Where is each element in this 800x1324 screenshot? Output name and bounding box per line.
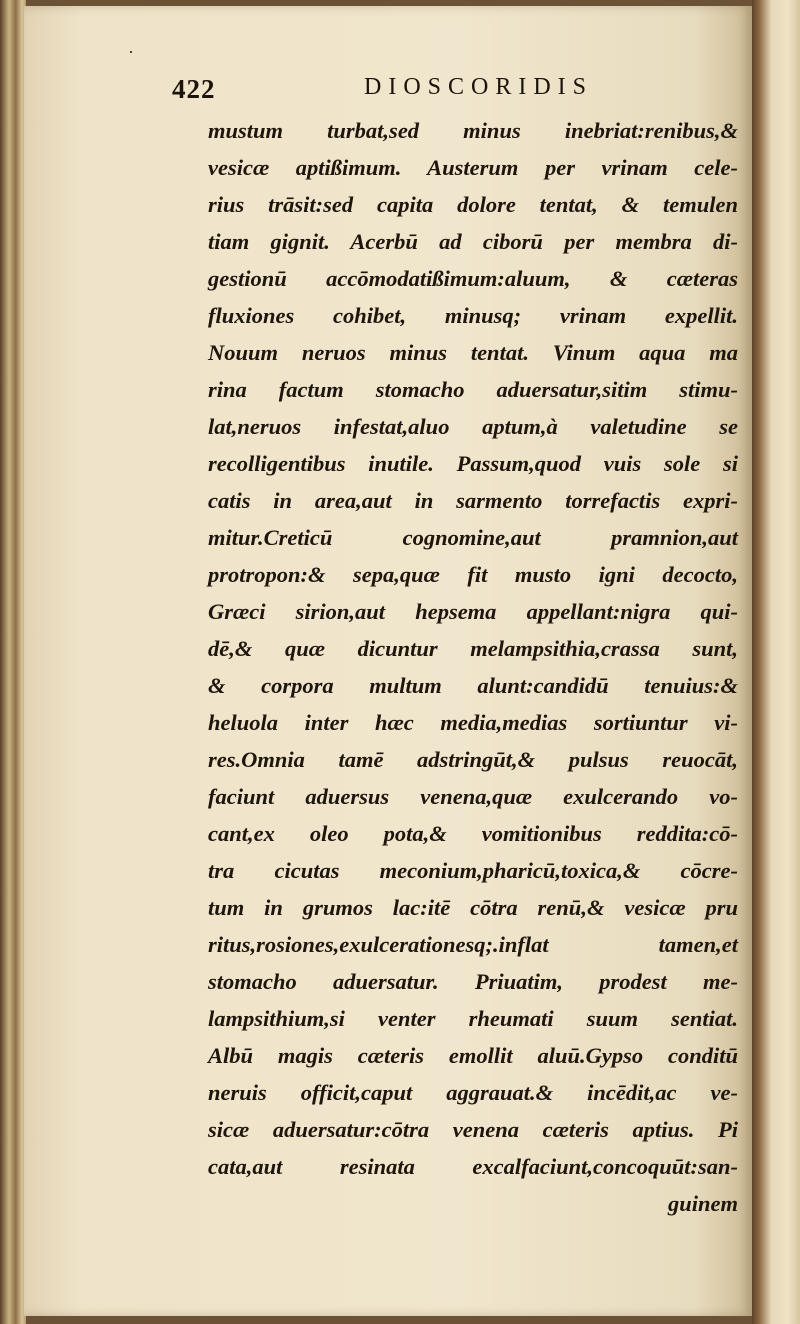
- text-line: mitur.Creticū cognomine,aut pramnion,aut: [208, 525, 738, 550]
- page-edge-left: [0, 0, 26, 1324]
- text-line: Albū magis cæteris emollit aluū.Gypso conditū: [208, 1043, 738, 1068]
- text-line: mustum turbat,sed minus inebriat:renibus,&: [208, 118, 738, 143]
- text-line: cata,aut resinata excalfaciunt,concoquūt:san-: [208, 1154, 738, 1179]
- text-line: rina factum stomacho aduersatur,sitim stimu-: [208, 377, 738, 402]
- text-line: tra cicutas meconium,pharicū,toxica,& cōcre-: [208, 858, 738, 883]
- text-line: tum in grumos lac:itē cōtra renū,& vesicæ pru: [208, 895, 738, 920]
- text-line: cant,ex oleo pota,& vomitionibus reddita:cō-: [208, 821, 738, 846]
- text-line: fluxiones cohibet, minusq; vrinam expellit.: [208, 303, 738, 328]
- text-line: recolligentibus inutile. Passum,quod vuis sole si: [208, 451, 738, 476]
- text-line: catis in area,aut in sarmento torrefactis expri-: [208, 488, 738, 513]
- text-line: Græci sirion,aut hepsema appellant:nigra qui-: [208, 599, 738, 624]
- page-number: 422: [172, 74, 216, 104]
- text-line: heluola inter hæc media,medias sortiuntur vi-: [208, 710, 738, 735]
- text-line: protropon:& sepa,quæ fit musto igni decocto,: [208, 562, 738, 587]
- text-line: dē,& quæ dicuntur melampsithia,crassa sunt,: [208, 636, 738, 661]
- text-line: tiam gignit. Acerbū ad ciborū per membra di-: [208, 229, 738, 254]
- text-line: sicæ aduersatur:cōtra venena cæteris aptius. Pi: [208, 1117, 738, 1142]
- book-gutter: [752, 0, 800, 1324]
- running-head: [168, 74, 638, 110]
- text-line: res.Omnia tamē adstringūt,& pulsus reuocāt,: [208, 747, 738, 772]
- ink-mark: ·: [128, 42, 134, 62]
- text-line: faciunt aduersus venena,quæ exulcerando vo-: [208, 784, 738, 809]
- body-text: [208, 112, 738, 1222]
- text-line: Nouum neruos minus tentat. Vinum aqua ma: [208, 340, 738, 365]
- text-line: lampsithium,si venter rheumati suum sentiat.: [208, 1006, 738, 1031]
- text-line: & corpora multum alunt:candidū tenuius:&: [208, 673, 738, 698]
- running-title: DIOSCORIDIS: [364, 74, 594, 100]
- text-line: guinem: [667, 1191, 738, 1216]
- text-line: rius trāsit:sed capita dolore tentat, & temulen: [208, 192, 738, 217]
- text-line: stomacho aduersatur. Priuatim, prodest me-: [208, 969, 738, 994]
- text-line: lat,neruos infestat,aluo aptum,à valetudine se: [208, 414, 738, 439]
- text-line: neruis officit,caput aggrauat.& incēdit,ac ve-: [208, 1080, 738, 1105]
- text-line: ritus,rosiones,exulcerationesq;.inflat tamen,et: [208, 932, 738, 957]
- text-line: gestionū accōmodatißimum:aluum, & cæteras: [208, 266, 738, 291]
- text-line: vesicæ aptißimum. Austerum per vrinam cele-: [208, 155, 738, 180]
